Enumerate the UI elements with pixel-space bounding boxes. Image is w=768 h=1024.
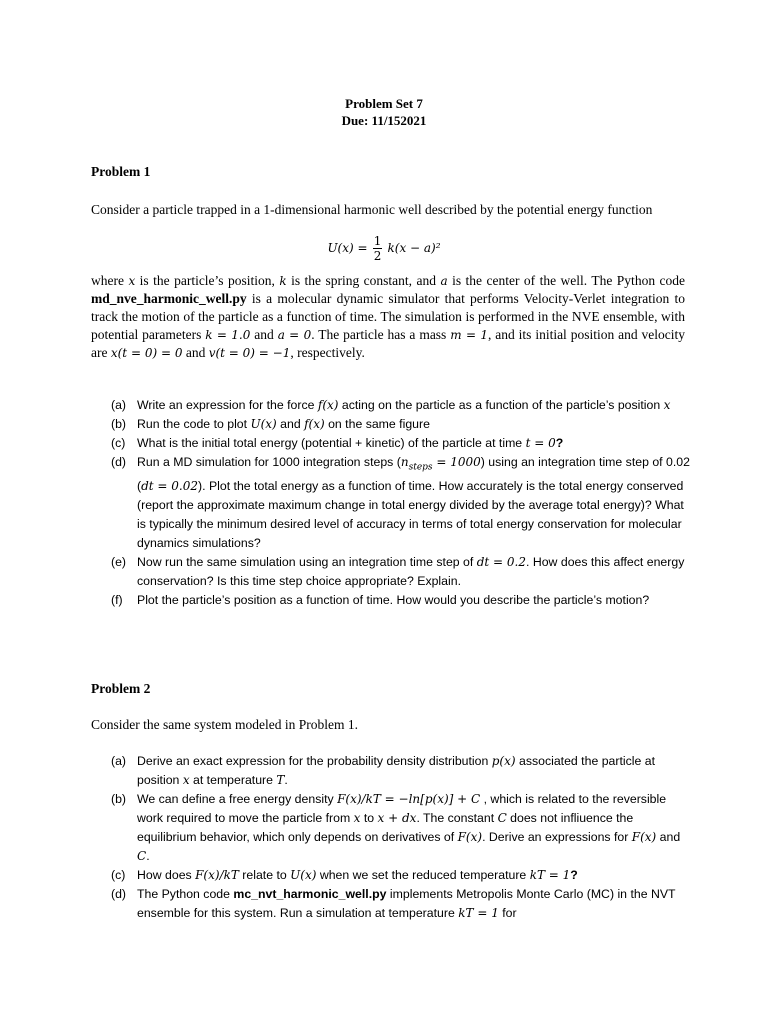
question-1d: (d) Run a MD simulation for 1000 integration steps $(n_{steps} = 1000)$ using an integration time step of 0.02 (dt = 0.02). Plot the total energy as a function of time. How accurately is the total energy conserved (report the approximate maximum change in total energy divided by the average total energy)? What is typically the minimum desired level of accuracy in terms of total energy conservation for molecular dynamics simulations?: [111, 455, 690, 551]
question-2b: (b) We can define a free energy density F(x)/kT = −ln[p(x)] + C , which is related to the reversible work required to move the particle from x to x + dx. The constant C does not infliuence the equilibrium behavior, which only depends on derivatives of F(x). Derive an expressions for F(x) and C.: [111, 792, 681, 863]
problem-1-description: where x is the particle’s position, k is the spring constant, and a is the center of the well. The Python code md_nve_harmonic_well.py is a molecular dynamic simulator that performs Velocity-Verlet integration to track the motion of the particle as a function of time. The simulation is performed in the NVE ensemble, with potential parameters k = 1.0 and a = 0. The particle has a mass m = 1, and its initial position and velocity are x(t = 0) = 0 and v(t = 0) = −1, respectively.: [91, 273, 686, 361]
question-1e: (e) Now run the same simulation using an integration time step of dt = 0.2. How does this affect energy conservation? Is this time step choice appropriate? Explain.: [111, 555, 685, 589]
question-2d: (d) The Python code mc_nvt_harmonic_well.py implements Metropolis Monte Carlo (MC) in the NVT ensemble for this system. Run a simulation at temperature kT = 1 for: [111, 887, 676, 920]
equation-lhs: U(x) =: [327, 241, 368, 255]
equation-fraction: [373, 234, 383, 263]
code-filename-md: md_nve_harmonic_well.py: [91, 291, 247, 307]
equation-denominator: 2: [373, 249, 382, 263]
question-2c: (c) How does F(x)/kT relate to U(x) when we set the reduced temperature kT = 1?: [111, 868, 578, 882]
problem-2-questions: [111, 752, 691, 923]
equation-rhs: k(x − a)²: [387, 241, 441, 255]
code-filename-mc: mc_nvt_harmonic_well.py: [233, 887, 387, 901]
question-1f: (f) Plot the particle’s position as a function of time. How would you describe the particle’s motion?: [111, 593, 650, 608]
problem-2-heading: Problem 2: [91, 681, 151, 696]
due-date: Due: 11/152021: [341, 113, 427, 128]
question-1c: (c) What is the initial total energy (potential + kinetic) of the particle at time t = 0?: [111, 436, 564, 450]
problem-2-intro: Consider the same system modeled in Problem 1.: [91, 717, 358, 732]
question-1b: (b) Run the code to plot U(x) and f(x) on the same figure: [111, 417, 430, 431]
question-2a: (a) Derive an exact expression for the probability density distribution p(x) associated the particle at position x at temperature T.: [111, 754, 656, 787]
problem-1-heading: Problem 1: [91, 164, 151, 179]
potential-equation: [0, 234, 768, 263]
problem-1-questions: [111, 396, 691, 610]
document-title: Problem Set 7: [345, 96, 423, 111]
equation-numerator: 1: [373, 234, 382, 248]
problem-1-intro: Consider a particle trapped in a 1-dimensional harmonic well described by the potential energy function: [91, 202, 653, 217]
question-1a: (a) Write an expression for the force f(x) acting on the particle as a function of the particle’s position x: [111, 398, 671, 412]
